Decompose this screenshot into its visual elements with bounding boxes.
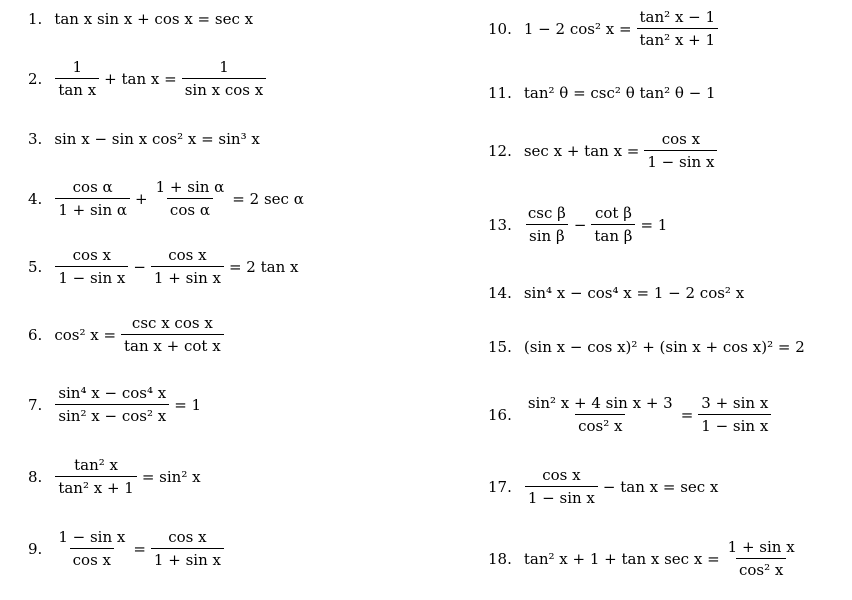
fraction-denominator: tan² x + 1 xyxy=(637,28,719,49)
fraction-numerator: cos x xyxy=(542,466,581,484)
problem-number: 14. xyxy=(488,284,512,302)
problem-number: 17. xyxy=(488,477,512,496)
problem-12 xyxy=(488,130,720,171)
problem-7 xyxy=(28,384,203,425)
fraction-denominator: 1 − sin x xyxy=(644,150,717,171)
expression-text: = 2 tan x xyxy=(228,257,299,276)
fraction xyxy=(55,178,130,219)
problem-expression xyxy=(522,338,807,356)
fraction-denominator: cos x xyxy=(70,548,114,569)
problem-2 xyxy=(28,58,269,99)
problem-16 xyxy=(488,394,774,435)
fraction-denominator: cos α xyxy=(167,198,213,219)
problem-expression xyxy=(522,466,721,507)
problem-1 xyxy=(28,10,255,28)
problem-expression xyxy=(52,178,306,219)
problem-5 xyxy=(28,246,300,287)
problem-number: 4. xyxy=(28,189,43,208)
fraction-numerator: cos x xyxy=(168,246,207,264)
fraction-denominator: sin² x − cos² x xyxy=(55,404,169,425)
problem-expression xyxy=(522,130,721,171)
expression-text: tan² x + 1 + tan x sec x = xyxy=(523,549,720,568)
problem-expression xyxy=(52,314,226,355)
problem-8 xyxy=(28,456,203,497)
fraction-numerator: cos x xyxy=(168,528,207,546)
fraction xyxy=(525,394,676,435)
fraction-numerator: 3 + sin x xyxy=(701,394,769,412)
fraction xyxy=(55,246,128,287)
fraction-denominator: 1 + sin α xyxy=(55,198,130,219)
problem-number: 5. xyxy=(28,257,43,276)
expression-text: tan x sin x + cos x = sec x xyxy=(54,10,254,28)
problem-expression xyxy=(522,394,774,435)
fraction-denominator: tan x xyxy=(55,78,99,99)
fraction xyxy=(644,130,717,171)
fraction-denominator: 1 + sin x xyxy=(151,548,224,569)
fraction xyxy=(725,538,798,579)
problem-4 xyxy=(28,178,306,219)
problem-number: 16. xyxy=(488,405,512,424)
expression-text: sin⁴ x − cos⁴ x = 1 − 2 cos² x xyxy=(523,284,745,302)
problem-number: 11. xyxy=(488,84,512,102)
problem-18 xyxy=(488,538,801,579)
expression-text: = 2 sec α xyxy=(232,189,304,208)
fraction xyxy=(525,204,569,245)
problem-expression xyxy=(522,8,721,49)
expression-text: + xyxy=(135,189,148,208)
problem-10 xyxy=(488,8,721,49)
fraction-numerator: tan² x − 1 xyxy=(639,8,716,26)
expression-text: = 1 xyxy=(174,395,202,414)
problem-14 xyxy=(488,284,746,302)
fraction-denominator: cos² x xyxy=(575,414,625,435)
fraction xyxy=(55,528,128,569)
problem-number: 1. xyxy=(28,10,43,28)
expression-text: (sin x − cos x)² + (sin x + cos x)² = 2 xyxy=(523,338,805,356)
fraction-numerator: cot β xyxy=(594,204,632,222)
fraction-numerator: 1 − sin x xyxy=(58,528,126,546)
expression-text: = 1 xyxy=(640,215,668,234)
fraction-numerator: 1 + sin x xyxy=(727,538,795,556)
fraction-denominator: cos² x xyxy=(736,558,786,579)
problem-9 xyxy=(28,528,227,569)
problem-number: 7. xyxy=(28,395,43,414)
fraction-numerator: csc x cos x xyxy=(131,314,213,332)
fraction xyxy=(151,528,224,569)
problem-number: 12. xyxy=(488,141,512,160)
problem-6 xyxy=(28,314,227,355)
fraction xyxy=(121,314,224,355)
fraction-numerator: cos α xyxy=(72,178,113,196)
problem-11 xyxy=(488,84,718,102)
expression-text: = sin² x xyxy=(141,467,201,486)
fraction-denominator: sin x cos x xyxy=(182,78,267,99)
problem-13 xyxy=(488,204,669,245)
fraction-denominator: tan x + cot x xyxy=(121,334,224,355)
fraction-numerator: sin⁴ x − cos⁴ x xyxy=(58,384,167,402)
problem-expression xyxy=(52,10,255,28)
problem-number: 2. xyxy=(28,69,43,88)
problem-number: 10. xyxy=(488,19,512,38)
problem-number: 15. xyxy=(488,338,512,356)
expression-text: sin x − sin x cos² x = sin³ x xyxy=(54,130,260,148)
problem-expression xyxy=(52,384,203,425)
problem-expression xyxy=(52,58,269,99)
fraction-denominator: 1 + sin x xyxy=(151,266,224,287)
problem-number: 6. xyxy=(28,325,43,344)
problem-number: 18. xyxy=(488,549,512,568)
fraction-numerator: csc β xyxy=(527,204,566,222)
fraction-denominator: 1 − sin x xyxy=(698,414,771,435)
problem-expression xyxy=(52,456,202,497)
fraction xyxy=(525,466,598,507)
fraction-denominator: tan² x + 1 xyxy=(55,476,137,497)
problem-expression xyxy=(522,538,801,579)
problem-expression xyxy=(522,284,746,302)
problem-number: 9. xyxy=(28,539,43,558)
problem-15 xyxy=(488,338,807,356)
problem-expression xyxy=(522,204,670,245)
fraction xyxy=(153,178,228,219)
expression-text: 1 − 2 cos² x = xyxy=(523,19,632,38)
expression-text: tan² θ = csc² θ tan² θ − 1 xyxy=(523,84,716,102)
problem-17 xyxy=(488,466,720,507)
problem-expression xyxy=(522,84,718,102)
fraction xyxy=(591,204,635,245)
problem-number: 8. xyxy=(28,467,43,486)
problem-expression xyxy=(52,246,300,287)
problem-3 xyxy=(28,130,262,148)
expression-text: cos² x = xyxy=(54,325,117,344)
expression-text: = xyxy=(133,539,146,558)
fraction-numerator: 1 + sin α xyxy=(155,178,225,196)
expression-text: = xyxy=(680,405,694,424)
expression-text: sec x + tan x = xyxy=(523,141,640,160)
fraction-denominator: 1 − sin x xyxy=(525,486,598,507)
fraction-numerator: cos x xyxy=(72,246,111,264)
problem-number: 13. xyxy=(488,215,512,234)
fraction-numerator: 1 xyxy=(219,58,229,76)
expression-text: + tan x = xyxy=(104,69,177,88)
fraction xyxy=(637,8,719,49)
fraction-numerator: sin² x + 4 sin x + 3 xyxy=(527,394,673,412)
fraction-denominator: 1 − sin x xyxy=(55,266,128,287)
fraction xyxy=(55,384,169,425)
fraction xyxy=(182,58,267,99)
expression-text: − xyxy=(573,215,587,234)
fraction xyxy=(151,246,224,287)
fraction xyxy=(698,394,771,435)
fraction xyxy=(55,456,137,497)
problem-expression xyxy=(52,528,227,569)
problem-number: 3. xyxy=(28,130,43,148)
expression-text: − xyxy=(133,257,146,276)
problem-expression xyxy=(52,130,262,148)
fraction xyxy=(55,58,99,99)
fraction-numerator: 1 xyxy=(72,58,83,76)
fraction-numerator: cos x xyxy=(661,130,701,148)
fraction-denominator: tan β xyxy=(591,224,635,245)
fraction-numerator: tan² x xyxy=(74,456,119,474)
expression-text: − tan x = sec x xyxy=(602,477,719,496)
fraction-denominator: sin β xyxy=(526,224,568,245)
